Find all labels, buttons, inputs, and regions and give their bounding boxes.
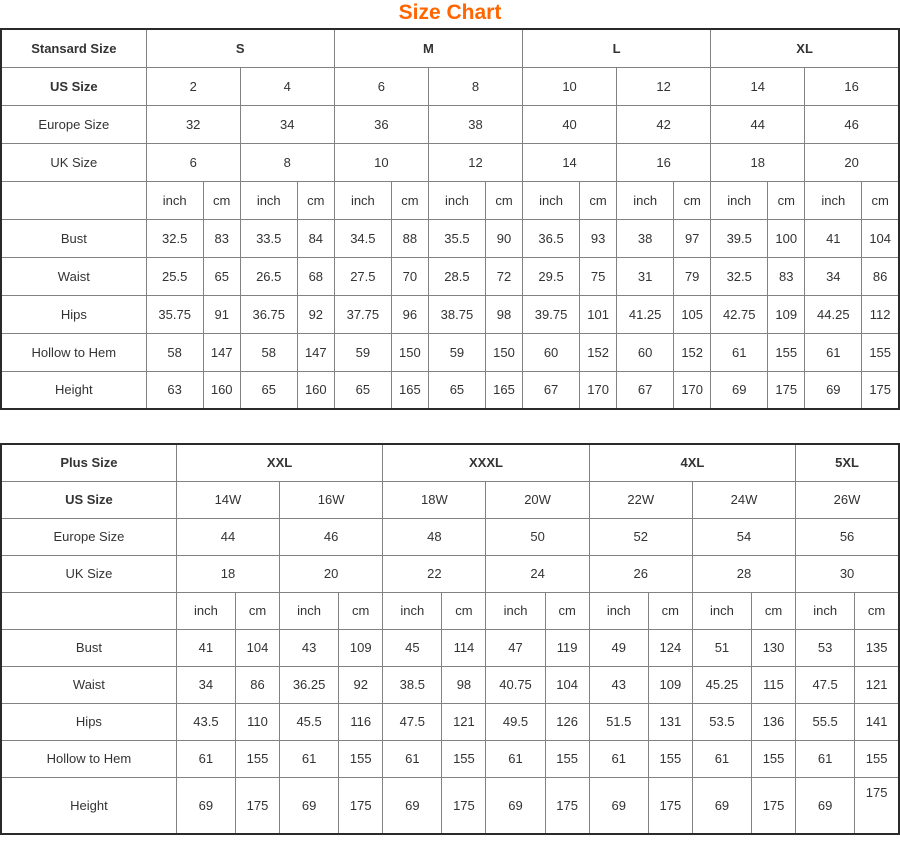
measurement-value: 101	[580, 295, 617, 333]
measurement-value: 124	[648, 629, 692, 666]
measurement-value: 104	[235, 629, 279, 666]
measurement-value: 147	[297, 333, 334, 371]
measurement-row	[1, 666, 899, 703]
measurement-value: 47.5	[796, 666, 855, 703]
unit-inch-label: inch	[240, 181, 297, 219]
measurement-value: 79	[674, 257, 711, 295]
measurement-value: 109	[339, 629, 383, 666]
measurement-value: 147	[203, 333, 240, 371]
size-value: 22	[383, 555, 486, 592]
measurement-value: 83	[203, 219, 240, 257]
measurement-value: 119	[545, 629, 589, 666]
measurement-value: 32.5	[711, 257, 768, 295]
measurement-value: 86	[235, 666, 279, 703]
measurement-value: 155	[442, 740, 486, 777]
measurement-value: 165	[391, 371, 428, 409]
unit-inch-label: inch	[334, 181, 391, 219]
size-value: 48	[383, 518, 486, 555]
measurement-value: 59	[334, 333, 391, 371]
measurement-value: 115	[751, 666, 795, 703]
measurement-value: 61	[589, 740, 648, 777]
measurement-value: 69	[486, 777, 545, 834]
measurement-value: 150	[391, 333, 428, 371]
size-value: 24	[486, 555, 589, 592]
measurement-value: 84	[297, 219, 334, 257]
measurement-value: 104	[545, 666, 589, 703]
measurement-value: 116	[339, 703, 383, 740]
measurement-value: 155	[235, 740, 279, 777]
measurement-value: 112	[862, 295, 899, 333]
measurement-value: 100	[768, 219, 805, 257]
size-group-xl: XL	[711, 29, 899, 67]
table-gap	[0, 410, 900, 443]
size-value: 22W	[589, 481, 692, 518]
measurement-value: 44.25	[805, 295, 862, 333]
size-value: 18	[176, 555, 279, 592]
corner-label: Plus Size	[1, 444, 176, 481]
measurement-value: 72	[485, 257, 522, 295]
measurement-value: 61	[692, 740, 751, 777]
row-label: Height	[1, 777, 176, 834]
measurement-value: 33.5	[240, 219, 297, 257]
measurement-value: 96	[391, 295, 428, 333]
size-value: 16	[617, 143, 711, 181]
measurement-value: 47	[486, 629, 545, 666]
measurement-value: 36.75	[240, 295, 297, 333]
row-label: Height	[1, 371, 146, 409]
size-group-row	[1, 29, 899, 67]
measurement-value: 155	[768, 333, 805, 371]
size-value: 20	[280, 555, 383, 592]
measurement-value: 175	[751, 777, 795, 834]
size-group-l: L	[523, 29, 711, 67]
measurement-row	[1, 703, 899, 740]
corner-label: Stansard Size	[1, 29, 146, 67]
measurement-value: 69	[176, 777, 235, 834]
unit-row-empty-cell	[1, 592, 176, 629]
measurement-value: 92	[339, 666, 383, 703]
measurement-value: 38	[617, 219, 674, 257]
measurement-value: 61	[486, 740, 545, 777]
measurement-value: 43	[589, 666, 648, 703]
measurement-value: 40.75	[486, 666, 545, 703]
measurement-value: 47.5	[383, 703, 442, 740]
unit-cm-label: cm	[862, 181, 899, 219]
row-label: Europe Size	[1, 105, 146, 143]
measurement-value: 131	[648, 703, 692, 740]
measurement-value: 51	[692, 629, 751, 666]
measurement-value: 55.5	[796, 703, 855, 740]
unit-header-row	[1, 181, 899, 219]
unit-inch-label: inch	[486, 592, 545, 629]
size-value: 46	[280, 518, 383, 555]
size-value: 4	[240, 67, 334, 105]
size-value: 42	[617, 105, 711, 143]
unit-header-row	[1, 592, 899, 629]
unit-cm-label: cm	[855, 592, 899, 629]
size-value: 6	[146, 143, 240, 181]
size-value: 28	[692, 555, 795, 592]
measurement-value: 67	[617, 371, 674, 409]
size-group-5xl: 5XL	[796, 444, 899, 481]
unit-inch-label: inch	[146, 181, 203, 219]
unit-inch-label: inch	[428, 181, 485, 219]
size-value: 14W	[176, 481, 279, 518]
measurement-value: 175	[862, 371, 899, 409]
measurement-value: 91	[203, 295, 240, 333]
plus-size-table	[0, 443, 900, 835]
size-value: 26W	[796, 481, 899, 518]
size-value: 10	[523, 67, 617, 105]
unit-inch-label: inch	[617, 181, 674, 219]
unit-inch-label: inch	[796, 592, 855, 629]
measurement-value: 109	[768, 295, 805, 333]
size-value: 8	[240, 143, 334, 181]
measurement-value: 27.5	[334, 257, 391, 295]
row-label: Hips	[1, 703, 176, 740]
measurement-value: 36.5	[523, 219, 580, 257]
measurement-value: 61	[796, 740, 855, 777]
measurement-value: 69	[711, 371, 768, 409]
measurement-value: 63	[146, 371, 203, 409]
measurement-value: 51.5	[589, 703, 648, 740]
unit-inch-label: inch	[383, 592, 442, 629]
row-label: Hollow to Hem	[1, 333, 146, 371]
measurement-value: 41	[805, 219, 862, 257]
size-value: 14	[523, 143, 617, 181]
size-group-xxl: XXL	[176, 444, 382, 481]
measurement-value: 114	[442, 629, 486, 666]
measurement-value: 59	[428, 333, 485, 371]
measurement-value: 165	[485, 371, 522, 409]
measurement-value: 34	[805, 257, 862, 295]
size-value: 54	[692, 518, 795, 555]
measurement-value: 35.75	[146, 295, 203, 333]
measurement-value: 36.25	[280, 666, 339, 703]
unit-inch-label: inch	[805, 181, 862, 219]
measurement-value: 61	[711, 333, 768, 371]
measurement-value: 35.5	[428, 219, 485, 257]
unit-cm-label: cm	[339, 592, 383, 629]
measurement-value: 160	[203, 371, 240, 409]
measurement-value: 61	[805, 333, 862, 371]
measurement-row	[1, 295, 899, 333]
unit-cm-label: cm	[203, 181, 240, 219]
size-value: 16W	[280, 481, 383, 518]
size-value: 56	[796, 518, 899, 555]
measurement-value: 98	[442, 666, 486, 703]
measurement-value: 34	[176, 666, 235, 703]
unit-inch-label: inch	[692, 592, 751, 629]
measurement-value: 25.5	[146, 257, 203, 295]
measurement-value: 45	[383, 629, 442, 666]
measurement-value: 69	[692, 777, 751, 834]
measurement-value: 69	[805, 371, 862, 409]
measurement-value: 170	[674, 371, 711, 409]
measurement-value: 136	[751, 703, 795, 740]
measurement-value: 175	[339, 777, 383, 834]
size-group-m: M	[334, 29, 522, 67]
measurement-value: 97	[674, 219, 711, 257]
measurement-value: 155	[862, 333, 899, 371]
measurement-row	[1, 371, 899, 409]
size-value: 36	[334, 105, 428, 143]
unit-cm-label: cm	[648, 592, 692, 629]
measurement-value: 98	[485, 295, 522, 333]
size-value: 20W	[486, 481, 589, 518]
row-label: UK Size	[1, 555, 176, 592]
size-value: 12	[428, 143, 522, 181]
measurement-value: 175	[768, 371, 805, 409]
size-value: 26	[589, 555, 692, 592]
row-label: Europe Size	[1, 518, 176, 555]
measurement-value: 160	[297, 371, 334, 409]
measurement-value: 49.5	[486, 703, 545, 740]
unit-inch-label: inch	[176, 592, 235, 629]
measurement-value: 105	[674, 295, 711, 333]
size-conversion-row	[1, 67, 899, 105]
measurement-value: 126	[545, 703, 589, 740]
size-group-xxxl: XXXL	[383, 444, 589, 481]
measurement-value: 28.5	[428, 257, 485, 295]
measurement-value: 60	[617, 333, 674, 371]
unit-cm-label: cm	[235, 592, 279, 629]
measurement-value: 155	[339, 740, 383, 777]
measurement-value: 39.75	[523, 295, 580, 333]
measurement-value: 152	[580, 333, 617, 371]
measurement-value: 53	[796, 629, 855, 666]
size-value: 44	[176, 518, 279, 555]
measurement-value: 39.5	[711, 219, 768, 257]
unit-cm-label: cm	[391, 181, 428, 219]
row-label: US Size	[1, 481, 176, 518]
measurement-value: 61	[383, 740, 442, 777]
measurement-value: 110	[235, 703, 279, 740]
measurement-value: 69	[796, 777, 855, 834]
size-value: 6	[334, 67, 428, 105]
measurement-value: 58	[146, 333, 203, 371]
size-value: 32	[146, 105, 240, 143]
measurement-value: 45.25	[692, 666, 751, 703]
measurement-value: 29.5	[523, 257, 580, 295]
measurement-value: 38.5	[383, 666, 442, 703]
size-value: 38	[428, 105, 522, 143]
measurement-value: 150	[485, 333, 522, 371]
row-label: Hips	[1, 295, 146, 333]
unit-cm-label: cm	[674, 181, 711, 219]
measurement-value: 41.25	[617, 295, 674, 333]
measurement-value: 61	[280, 740, 339, 777]
measurement-value: 109	[648, 666, 692, 703]
size-value: 18	[711, 143, 805, 181]
measurement-value: 41	[176, 629, 235, 666]
unit-inch-label: inch	[589, 592, 648, 629]
measurement-value: 61	[176, 740, 235, 777]
measurement-value: 42.75	[711, 295, 768, 333]
size-conversion-row	[1, 481, 899, 518]
measurement-value: 65	[428, 371, 485, 409]
unit-row-empty-cell	[1, 181, 146, 219]
measurement-value: 155	[545, 740, 589, 777]
measurement-value: 43	[280, 629, 339, 666]
measurement-value: 175	[648, 777, 692, 834]
unit-inch-label: inch	[523, 181, 580, 219]
measurement-value: 155	[648, 740, 692, 777]
measurement-value: 175	[442, 777, 486, 834]
measurement-value: 75	[580, 257, 617, 295]
unit-cm-label: cm	[545, 592, 589, 629]
measurement-row	[1, 333, 899, 371]
size-value: 34	[240, 105, 334, 143]
measurement-value: 58	[240, 333, 297, 371]
measurement-row	[1, 219, 899, 257]
size-value: 10	[334, 143, 428, 181]
standard-size-table	[0, 28, 900, 410]
measurement-value: 70	[391, 257, 428, 295]
measurement-value: 83	[768, 257, 805, 295]
size-conversion-row	[1, 555, 899, 592]
measurement-value: 32.5	[146, 219, 203, 257]
unit-cm-label: cm	[580, 181, 617, 219]
unit-cm-label: cm	[442, 592, 486, 629]
size-value: 8	[428, 67, 522, 105]
measurement-value: 69	[383, 777, 442, 834]
measurement-value: 155	[855, 740, 899, 777]
measurement-value: 170	[580, 371, 617, 409]
measurement-value: 53.5	[692, 703, 751, 740]
unit-cm-label: cm	[768, 181, 805, 219]
size-group-4xl: 4XL	[589, 444, 795, 481]
size-value: 50	[486, 518, 589, 555]
unit-inch-label: inch	[711, 181, 768, 219]
size-value: 30	[796, 555, 899, 592]
unit-cm-label: cm	[751, 592, 795, 629]
measurement-value: 155	[751, 740, 795, 777]
measurement-value: 93	[580, 219, 617, 257]
measurement-value: 45.5	[280, 703, 339, 740]
measurement-value: 175	[545, 777, 589, 834]
row-label: Bust	[1, 219, 146, 257]
size-value: 12	[617, 67, 711, 105]
measurement-value: 175	[235, 777, 279, 834]
size-value: 40	[523, 105, 617, 143]
size-group-s: S	[146, 29, 334, 67]
measurement-value: 121	[855, 666, 899, 703]
row-label: Waist	[1, 666, 176, 703]
measurement-value: 175	[855, 777, 899, 834]
size-value: 16	[805, 67, 899, 105]
measurement-value: 65	[334, 371, 391, 409]
measurement-value: 69	[280, 777, 339, 834]
row-label: Hollow to Hem	[1, 740, 176, 777]
unit-cm-label: cm	[297, 181, 334, 219]
measurement-value: 86	[862, 257, 899, 295]
measurement-value: 31	[617, 257, 674, 295]
measurement-value: 65	[240, 371, 297, 409]
size-value: 14	[711, 67, 805, 105]
measurement-value: 67	[523, 371, 580, 409]
row-label: Waist	[1, 257, 146, 295]
size-value: 24W	[692, 481, 795, 518]
size-value: 44	[711, 105, 805, 143]
measurement-row	[1, 629, 899, 666]
size-conversion-row	[1, 143, 899, 181]
measurement-value: 88	[391, 219, 428, 257]
measurement-value: 34.5	[334, 219, 391, 257]
measurement-value: 69	[589, 777, 648, 834]
measurement-value: 38.75	[428, 295, 485, 333]
measurement-value: 135	[855, 629, 899, 666]
measurement-value: 92	[297, 295, 334, 333]
measurement-value: 37.75	[334, 295, 391, 333]
measurement-value: 104	[862, 219, 899, 257]
page-title: Size Chart	[398, 1, 502, 24]
measurement-value: 152	[674, 333, 711, 371]
row-label: Bust	[1, 629, 176, 666]
measurement-row	[1, 740, 899, 777]
measurement-row	[1, 257, 899, 295]
measurement-value: 121	[442, 703, 486, 740]
measurement-value: 49	[589, 629, 648, 666]
unit-cm-label: cm	[485, 181, 522, 219]
measurement-value: 130	[751, 629, 795, 666]
measurement-value: 60	[523, 333, 580, 371]
row-label: UK Size	[1, 143, 146, 181]
size-value: 2	[146, 67, 240, 105]
unit-inch-label: inch	[280, 592, 339, 629]
measurement-value: 90	[485, 219, 522, 257]
size-value: 18W	[383, 481, 486, 518]
size-group-row	[1, 444, 899, 481]
measurement-value: 65	[203, 257, 240, 295]
measurement-value: 43.5	[176, 703, 235, 740]
row-label: US Size	[1, 67, 146, 105]
size-value: 52	[589, 518, 692, 555]
measurement-value: 26.5	[240, 257, 297, 295]
size-value: 46	[805, 105, 899, 143]
size-conversion-row	[1, 105, 899, 143]
measurement-row	[1, 777, 899, 834]
size-value: 20	[805, 143, 899, 181]
measurement-value: 68	[297, 257, 334, 295]
size-conversion-row	[1, 518, 899, 555]
measurement-value: 141	[855, 703, 899, 740]
